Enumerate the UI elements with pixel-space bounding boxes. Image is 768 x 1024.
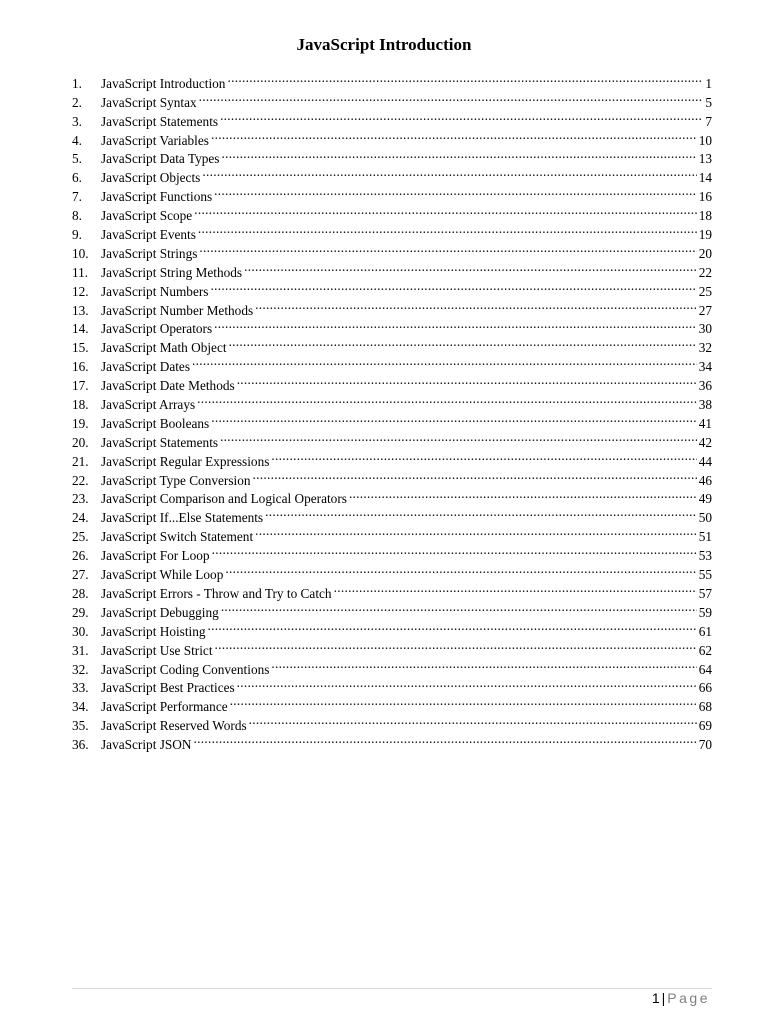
toc-entry-page[interactable]: 13: [698, 151, 712, 167]
toc-dot-leader: [255, 522, 697, 541]
toc-entry-page[interactable]: 57: [698, 585, 712, 601]
toc-dot-leader: [244, 258, 697, 277]
toc-entry-page[interactable]: 53: [698, 548, 712, 564]
toc-entry-number: 34.: [72, 699, 89, 715]
toc-entry-title[interactable]: JavaScript Booleans: [101, 415, 210, 431]
toc-entry-page[interactable]: 70: [698, 737, 712, 753]
toc-entry-page[interactable]: 5: [705, 94, 712, 110]
toc-entry-number: 8.: [72, 208, 82, 224]
toc-entry-number: 21.: [72, 453, 89, 469]
toc-dot-leader: [202, 163, 696, 182]
toc-entry-number: 27.: [72, 567, 89, 583]
toc-entry-number: 15.: [72, 340, 89, 356]
toc-dot-leader: [230, 692, 697, 711]
toc-entry-number: 14.: [72, 321, 89, 337]
toc-entry-page[interactable]: 61: [698, 623, 712, 639]
toc-entry-title[interactable]: JavaScript Statements: [101, 113, 219, 129]
page-title: JavaScript Introduction: [296, 35, 472, 54]
toc-entry-number: 12.: [72, 283, 89, 299]
toc-entry-number: 36.: [72, 737, 89, 753]
toc-entry-page[interactable]: 30: [698, 321, 712, 337]
toc-entry-page[interactable]: 51: [698, 529, 712, 545]
toc-dot-leader: [197, 390, 697, 409]
toc-entry-title[interactable]: JavaScript String Methods: [101, 264, 243, 280]
toc-entry-number: 7.: [72, 189, 82, 205]
toc-entry-title[interactable]: JavaScript Regular Expressions: [101, 453, 270, 469]
toc-entry-number: 33.: [72, 680, 89, 696]
toc-entry-title[interactable]: JavaScript Debugging: [101, 604, 219, 620]
toc-entry-title[interactable]: JavaScript Best Practices: [101, 680, 235, 696]
toc-entry-number: 32.: [72, 661, 89, 677]
toc-entry-title[interactable]: JavaScript Objects: [101, 170, 201, 186]
toc-dot-leader: [227, 69, 703, 88]
toc-dot-leader: [271, 447, 696, 466]
toc-entry-title[interactable]: JavaScript Scope: [101, 208, 193, 224]
toc-entry-page[interactable]: 44: [698, 453, 712, 469]
toc-entry-number: 23.: [72, 491, 89, 507]
toc-entry-title[interactable]: JavaScript Dates: [101, 359, 190, 375]
toc-entry-number: 24.: [72, 510, 89, 526]
toc-dot-leader: [237, 371, 697, 390]
toc-entry-title[interactable]: JavaScript Numbers: [101, 283, 209, 299]
footer-page-number: 1: [651, 990, 660, 1006]
toc-entry-title[interactable]: JavaScript Hoisting: [101, 623, 206, 639]
toc-dot-leader: [229, 333, 697, 352]
toc-entry-page[interactable]: 66: [698, 680, 712, 696]
toc-dot-leader: [211, 409, 697, 428]
toc-entry-page[interactable]: 18: [698, 208, 712, 224]
toc-entry-title[interactable]: JavaScript Data Types: [101, 151, 220, 167]
toc-dot-leader: [334, 579, 697, 598]
toc-entry-title[interactable]: JavaScript Use Strict: [101, 642, 213, 658]
toc-entry-number: 17.: [72, 378, 89, 394]
toc-entry-title[interactable]: JavaScript Coding Conventions: [101, 661, 270, 677]
toc-entry-title[interactable]: JavaScript Date Methods: [101, 378, 235, 394]
toc-entry-page[interactable]: 22: [698, 264, 712, 280]
toc-dot-leader: [198, 220, 697, 239]
toc-entry-page[interactable]: 69: [698, 718, 712, 734]
toc-dot-leader: [237, 674, 697, 693]
toc-entry-page[interactable]: 38: [698, 397, 712, 413]
toc-entry-number: 20.: [72, 434, 89, 450]
toc-entry-number: 26.: [72, 548, 89, 564]
toc-entry-title[interactable]: JavaScript Functions: [101, 189, 213, 205]
toc-entry-title[interactable]: JavaScript Type Conversion: [101, 472, 251, 488]
toc-dot-leader: [210, 277, 696, 296]
footer-page-label: Page: [667, 990, 710, 1006]
toc-entry-page[interactable]: 32: [698, 340, 712, 356]
toc-entry-number: 2.: [72, 94, 82, 110]
toc-entry-page[interactable]: 36: [698, 378, 712, 394]
toc-dot-leader: [221, 598, 697, 617]
toc-entry-title[interactable]: JavaScript Variables: [101, 132, 209, 148]
toc-entry-page[interactable]: 41: [698, 415, 712, 431]
toc-entry-number: 10.: [72, 245, 89, 261]
toc-entry-page[interactable]: 25: [698, 283, 712, 299]
toc-entry-title[interactable]: JavaScript Statements: [101, 434, 219, 450]
toc-entry-number: 4.: [72, 132, 82, 148]
toc-entry-number: 35.: [72, 718, 89, 734]
toc-dot-leader: [212, 541, 697, 560]
toc-entry-title[interactable]: JavaScript Introduction: [101, 75, 226, 91]
toc-entry-title[interactable]: JavaScript Events: [101, 227, 196, 243]
toc-entry-page[interactable]: 59: [698, 604, 712, 620]
toc-dot-leader: [349, 485, 697, 504]
toc-entry-title[interactable]: JavaScript Errors - Throw and Try to Catch: [101, 585, 332, 601]
toc-entry-title[interactable]: JavaScript JSON: [101, 737, 192, 753]
toc-entry-page[interactable]: 64: [698, 661, 712, 677]
toc-entry-page[interactable]: 1: [705, 75, 712, 91]
toc-entry-page[interactable]: 20: [698, 245, 712, 261]
toc-entry-number: 16.: [72, 359, 89, 375]
toc-entry-page[interactable]: 49: [698, 491, 712, 507]
toc-dot-leader: [194, 730, 697, 749]
toc-entry-number: 18.: [72, 397, 89, 413]
toc-entry[interactable]: [72, 69, 712, 91]
toc-dot-leader: [220, 428, 697, 447]
toc-dot-leader: [215, 636, 697, 655]
toc-entry-page[interactable]: 19: [698, 227, 712, 243]
toc-dot-leader: [265, 503, 697, 522]
toc-entry-number: 11.: [72, 264, 89, 280]
toc-entry-title[interactable]: JavaScript Performance: [101, 699, 228, 715]
toc-dot-leader: [220, 107, 703, 126]
toc-dot-leader: [208, 617, 697, 636]
toc-dot-leader: [192, 352, 697, 371]
toc-entry-title[interactable]: JavaScript Number Methods: [101, 302, 254, 318]
toc-entry-title[interactable]: JavaScript Strings: [101, 245, 198, 261]
toc-entry-page[interactable]: 46: [698, 472, 712, 488]
toc-entry-page[interactable]: 7: [705, 113, 712, 129]
toc-entry-number: 30.: [72, 623, 89, 639]
footer-separator: |: [661, 990, 666, 1006]
toc-entry-number: 6.: [72, 170, 82, 186]
toc-entry-title[interactable]: JavaScript Syntax: [101, 94, 197, 110]
toc-entry-page[interactable]: 62: [698, 642, 712, 658]
toc-entry-number: 29.: [72, 604, 89, 620]
toc-entry-title[interactable]: JavaScript If...Else Statements: [101, 510, 264, 526]
toc-entry-number: 19.: [72, 415, 89, 431]
toc-entry-title[interactable]: JavaScript For Loop: [101, 548, 210, 564]
table-of-contents: [72, 69, 712, 753]
toc-dot-leader: [199, 239, 696, 258]
toc-entry-number: 5.: [72, 151, 82, 167]
toc-entry-page[interactable]: 68: [698, 699, 712, 715]
toc-dot-leader: [211, 126, 697, 145]
toc-dot-leader: [271, 655, 696, 674]
toc-dot-leader: [255, 296, 697, 315]
toc-entry-number: 31.: [72, 642, 89, 658]
toc-entry-number: 9.: [72, 227, 82, 243]
toc-dot-leader: [199, 88, 704, 107]
toc-dot-leader: [214, 182, 697, 201]
toc-entry-number: 3.: [72, 113, 82, 129]
toc-entry-title[interactable]: JavaScript Switch Statement: [101, 529, 254, 545]
toc-entry-title[interactable]: JavaScript While Loop: [101, 567, 224, 583]
toc-entry-title[interactable]: JavaScript Operators: [101, 321, 213, 337]
toc-entry-number: 25.: [72, 529, 89, 545]
toc-entry-page[interactable]: 34: [698, 359, 712, 375]
toc-dot-leader: [249, 711, 697, 730]
toc-dot-leader: [221, 145, 696, 164]
toc-dot-leader: [225, 560, 696, 579]
toc-entry-page[interactable]: 14: [698, 170, 712, 186]
toc-entry-title[interactable]: JavaScript Reserved Words: [101, 718, 247, 734]
toc-entry-page[interactable]: 50: [698, 510, 712, 526]
toc-entry-page[interactable]: 55: [698, 567, 712, 583]
toc-entry-title[interactable]: JavaScript Arrays: [101, 397, 196, 413]
toc-dot-leader: [253, 466, 697, 485]
toc-entry-page[interactable]: 42: [698, 434, 712, 450]
page-footer: [500, 989, 710, 1007]
toc-entry-number: 28.: [72, 585, 89, 601]
toc-entry-number: 1.: [72, 75, 82, 91]
toc-entry-title[interactable]: JavaScript Comparison and Logical Operators: [101, 491, 347, 507]
toc-entry-page[interactable]: 10: [698, 132, 712, 148]
toc-entry-number: 22.: [72, 472, 89, 488]
toc-entry-number: 13.: [72, 302, 89, 318]
toc-entry-page[interactable]: 27: [698, 302, 712, 318]
toc-dot-leader: [214, 315, 697, 334]
toc-entry-page[interactable]: 16: [698, 189, 712, 205]
toc-entry-title[interactable]: JavaScript Math Object: [101, 340, 227, 356]
toc-dot-leader: [194, 201, 696, 220]
